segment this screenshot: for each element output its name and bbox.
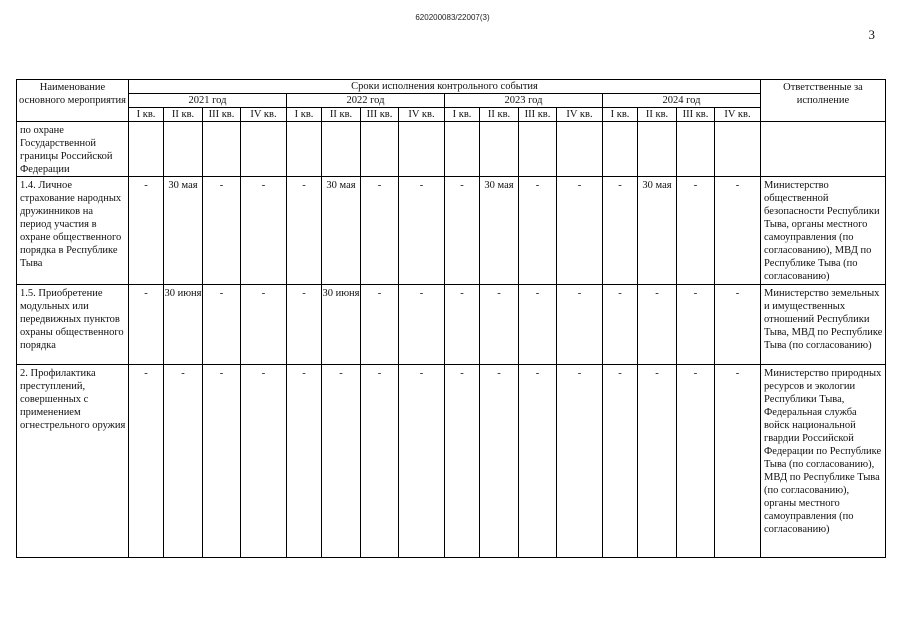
schedule-cell: -: [480, 285, 519, 365]
schedule-cell: -: [241, 365, 287, 558]
schedule-cell: [445, 122, 480, 177]
header-year: 2024 год: [603, 94, 761, 108]
header-quarter: III кв.: [519, 108, 557, 122]
schedule-cell: -: [519, 365, 557, 558]
schedule-cell: -: [287, 285, 322, 365]
header-quarter: III кв.: [677, 108, 715, 122]
schedule-cell: -: [164, 365, 203, 558]
row-responsible: Министерство общественной безопасности Республики Тыва, органы местного самоуправления (по согласованию), МВД по Республике Тыва (по согласованию): [761, 177, 886, 285]
schedule-cell: 30 июня: [322, 285, 361, 365]
header-quarter: I кв.: [129, 108, 164, 122]
schedule-cell: -: [361, 365, 399, 558]
schedule-cell: -: [361, 177, 399, 285]
schedule-cell: -: [715, 285, 761, 365]
header-quarter: I кв.: [445, 108, 480, 122]
schedule-cell: -: [638, 285, 677, 365]
schedule-cell: 30 мая: [322, 177, 361, 285]
table-row: [17, 285, 886, 365]
header-quarter: I кв.: [287, 108, 322, 122]
row-name: 2. Профилактика преступлений, совершенных с применением огнестрельного оружия: [17, 365, 129, 558]
schedule-cell: 30 июня: [164, 285, 203, 365]
schedule-cell: [241, 122, 287, 177]
schedule-cell: -: [445, 285, 480, 365]
header-quarter: III кв.: [203, 108, 241, 122]
row-responsible: [761, 122, 886, 177]
table-row: [17, 365, 886, 558]
document-id: 620200083/22007(3): [415, 13, 490, 22]
row-name: по охране Государственной границы Российской Федерации: [17, 122, 129, 177]
schedule-cell: -: [557, 365, 603, 558]
schedule-cell: -: [361, 285, 399, 365]
header-quarter: III кв.: [361, 108, 399, 122]
header-year: 2022 год: [287, 94, 445, 108]
row-name: 1.5. Приобретение модульных или передвижных пунктов охраны общественного порядка: [17, 285, 129, 365]
schedule-cell: -: [399, 285, 445, 365]
schedule-cell: -: [129, 365, 164, 558]
schedule-cell: -: [519, 177, 557, 285]
header-quarter: I кв.: [603, 108, 638, 122]
schedule-cell: -: [677, 177, 715, 285]
schedule-cell: -: [203, 285, 241, 365]
schedule-cell: -: [519, 285, 557, 365]
header-year: 2021 год: [129, 94, 287, 108]
schedule-cell: -: [129, 285, 164, 365]
schedule-cell: [603, 122, 638, 177]
schedule-cell: [322, 122, 361, 177]
row-name: 1.4. Личное страхование народных дружинников на период участия в охране общественного порядка в Республике Тыва: [17, 177, 129, 285]
schedule-cell: -: [603, 177, 638, 285]
schedule-cell: [638, 122, 677, 177]
page-number: 3: [868, 27, 875, 42]
row-responsible: Министерство земельных и имущественных отношений Республики Тыва, МВД по Республике Тыва (по согласованию): [761, 285, 886, 365]
schedule-cell: [203, 122, 241, 177]
schedule-cell: [399, 122, 445, 177]
schedule-table: [16, 79, 886, 558]
schedule-cell: -: [287, 365, 322, 558]
schedule-cell: -: [603, 285, 638, 365]
header-quarter: II кв.: [480, 108, 519, 122]
header-quarter: IV кв.: [715, 108, 761, 122]
header-quarter: II кв.: [638, 108, 677, 122]
schedule-cell: -: [557, 177, 603, 285]
schedule-cell: [519, 122, 557, 177]
header-name-column: Наименование основного мероприятия: [17, 80, 129, 122]
header-quarter: II кв.: [322, 108, 361, 122]
schedule-cell: -: [603, 365, 638, 558]
schedule-cell: -: [677, 285, 715, 365]
table-row: [17, 177, 886, 285]
schedule-cell: [287, 122, 322, 177]
schedule-cell: -: [203, 177, 241, 285]
schedule-cell: -: [399, 365, 445, 558]
schedule-cell: -: [480, 365, 519, 558]
schedule-cell: -: [322, 365, 361, 558]
schedule-cell: -: [399, 177, 445, 285]
schedule-cell: [480, 122, 519, 177]
schedule-cell: [677, 122, 715, 177]
schedule-cell: -: [241, 177, 287, 285]
schedule-cell: -: [203, 365, 241, 558]
schedule-cell: -: [557, 285, 603, 365]
schedule-cell: 30 мая: [638, 177, 677, 285]
schedule-cell: -: [445, 177, 480, 285]
schedule-cell: -: [677, 365, 715, 558]
schedule-cell: -: [129, 177, 164, 285]
header-timeline: Сроки исполнения контрольного события: [129, 80, 761, 94]
schedule-cell: -: [638, 365, 677, 558]
schedule-cell: [129, 122, 164, 177]
schedule-cell: [361, 122, 399, 177]
header-quarter: IV кв.: [399, 108, 445, 122]
row-responsible: Министерство природных ресурсов и экологии Республики Тыва, Федеральная служба войск национальной гвардии Российской Федерации по Республике Тыва (по согласованию), МВД по Республике Тыва (по согласованию), органы местного самоуправления (по согласованию): [761, 365, 886, 558]
schedule-cell: 30 мая: [164, 177, 203, 285]
schedule-cell: -: [715, 365, 761, 558]
schedule-cell: -: [287, 177, 322, 285]
schedule-cell: [164, 122, 203, 177]
schedule-cell: [557, 122, 603, 177]
schedule-cell: [715, 122, 761, 177]
header-quarter: IV кв.: [557, 108, 603, 122]
header-quarter: IV кв.: [241, 108, 287, 122]
header-year: 2023 год: [445, 94, 603, 108]
schedule-cell: -: [241, 285, 287, 365]
schedule-cell: 30 мая: [480, 177, 519, 285]
schedule-cell: -: [445, 365, 480, 558]
header-quarter: II кв.: [164, 108, 203, 122]
header-responsible-column: Ответственные за исполнение: [761, 80, 886, 122]
schedule-cell: -: [715, 177, 761, 285]
table-row: [17, 122, 886, 177]
